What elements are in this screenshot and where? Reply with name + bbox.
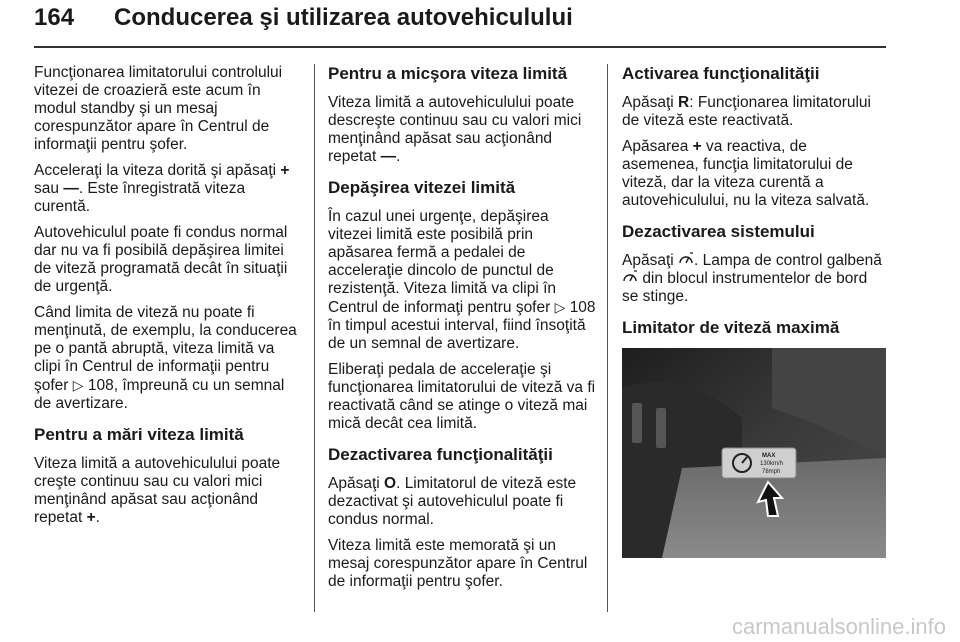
section-heading: Pentru a mări viteza limită xyxy=(34,425,244,444)
section-heading: Dezactivarea sistemului xyxy=(622,222,815,241)
paragraph: În cazul unei urgenţe, depăşirea vitezei limită este posibilă prin apăsarea fermă a pedalei de acceleraţie dincolo de punctul de rezistenţă. Viteza limită va clipi în Centrul de informaţi pentru şofer ▷ 108 în timpul acestui interval, fiind însoţită de un semnal de avertizare. xyxy=(328,208,596,352)
paragraph: Acceleraţi la viteza dorită şi apăsaţi + sau —. Este înregistrată viteza curentă. xyxy=(34,162,290,215)
page-reference[interactable]: 108 xyxy=(87,377,114,394)
figure-label-kmh: 130km/h xyxy=(760,461,784,467)
paragraph: Viteza limită a autovehiculului poate descreşte continuu sau cu valori mici menţinând apăsat sau acţionând repetat —. xyxy=(328,94,582,165)
section-heading: Dezactivarea funcţionalităţii xyxy=(328,445,553,464)
minus-icon: — xyxy=(380,148,397,165)
paragraph: Autovehiculul poate fi condus normal dar nu va fi posibilă depăşirea limitei de viteză programată decât în situaţii de urgenţă. xyxy=(34,224,288,295)
header-rule xyxy=(34,46,886,48)
paragraph: Viteza limită a autovehiculului poate creşte continuu sau cu valori mici menţinând apăsat sau acţionând repetat +. xyxy=(34,455,281,526)
speed-limiter-button-photo xyxy=(622,348,886,558)
plus-icon: + xyxy=(86,509,96,526)
plus-icon: + xyxy=(692,138,702,155)
circle-icon: O xyxy=(384,475,397,492)
page-reference-icon: ▷ xyxy=(554,299,566,315)
figure-label-max: MAX xyxy=(762,453,776,459)
dashboard-illustration xyxy=(622,348,886,558)
paragraph: Viteza limită este memorată şi un mesaj corespunzător apare în Centrul de informaţii pentru şofer. xyxy=(328,537,588,590)
page-reference-icon: ▷ xyxy=(72,377,84,393)
column-divider-2 xyxy=(607,64,608,612)
page-title: Conducerea şi utilizarea autovehiculului xyxy=(114,4,573,31)
column-divider-1 xyxy=(314,64,315,612)
section-heading: Depăşirea vitezei limită xyxy=(328,178,516,197)
page-number: 164 xyxy=(34,4,75,31)
speed-limiter-icon xyxy=(678,252,694,266)
paragraph: Funcţionarea limitatorului controlului vitezei de croazieră este acum în modul standby şi un mesaj corespunzător apare în Centrul de informaţii pentru şofer. xyxy=(34,64,283,153)
watermark: carmanualsonline.info xyxy=(731,614,946,639)
page-header xyxy=(34,4,886,42)
section-heading: Limitator de viteză maximă xyxy=(622,318,840,337)
paragraph: Când limita de viteză nu poate fi menţinută, de exemplu, la conducerea pe o pantă abruptă, viteza limită va clipi în Centrul de informaţii pentru şofer ▷ 108, împreună cu un semnal de avertizare. xyxy=(34,304,297,412)
plus-icon: + xyxy=(280,162,290,179)
paragraph: Apăsarea + va reactiva, de asemenea, funcţia limitatorului de viteză, dar la viteza curentă a autovehiculului, nu la viteza salvată. xyxy=(622,138,870,209)
column-2 xyxy=(328,64,596,599)
paragraph: Eliberaţi pedala de acceleraţie şi funcţionarea limitatorului de viteză va fi reactivată când se atinge o viteză mai mică decât cea limită. xyxy=(328,361,596,432)
section-heading: Activarea funcţionalităţii xyxy=(622,64,820,83)
column-3 xyxy=(622,64,886,348)
paragraph: Apăsaţi O. Limitatorul de viteză este dezactivat şi autovehiculul poate fi condus normal. xyxy=(328,475,577,528)
page-reference[interactable]: 108 xyxy=(569,299,596,316)
figure-label-mph: 78mph xyxy=(762,469,781,475)
minus-icon: — xyxy=(63,180,79,197)
paragraph: Apăsaţi R: Funcţionarea limitatorului de viteză este reactivată. xyxy=(622,94,871,129)
column-1 xyxy=(34,64,304,535)
paragraph: Apăsaţi . Lampa de control galbenă din blocul instrumentelor de bord se stinge. xyxy=(622,252,882,305)
section-heading: Pentru a micşora viteza limită xyxy=(328,64,568,83)
resume-icon: R xyxy=(678,94,690,111)
speed-limiter-icon xyxy=(622,270,638,284)
